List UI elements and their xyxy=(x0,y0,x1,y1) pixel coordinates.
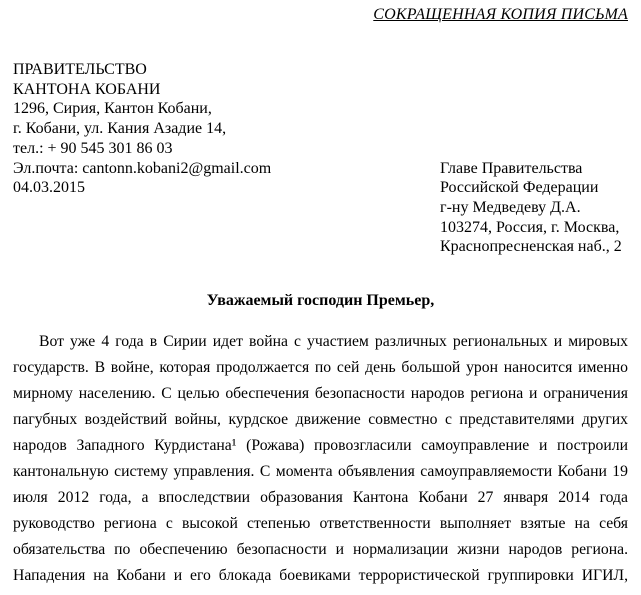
recipient-line: Главе Правительства xyxy=(440,159,583,177)
body-line: июля 2012 года, а впоследствии образования Кантона Кобани 27 января 2014 года xyxy=(13,488,628,506)
sender-line: г. Кобани, ул. Кания Азадие 14, xyxy=(13,120,227,138)
letter-body xyxy=(13,329,628,589)
recipient-line: 103274, Россия, г. Москва, xyxy=(440,218,620,236)
recipient-line: г-ну Медведеву Д.А. xyxy=(440,198,581,216)
recipient-line: Российской Федерации xyxy=(440,179,599,197)
body-line: мирному населению. С целью обеспечения безопасности народов региона и ограничения xyxy=(13,384,628,402)
salutation: Уважаемый господин Премьер, xyxy=(206,291,435,309)
body-line: кантональную систему управления. С момента объявления самоуправляемости Кобани 19 xyxy=(13,462,628,480)
sender-phone: тел.: + 90 545 301 86 03 xyxy=(13,139,173,157)
sender-line: ПРАВИТЕЛЬСТВО xyxy=(13,61,147,78)
sender-line: КАНТОНА КОБАНИ xyxy=(13,80,161,98)
body-line: руководство региона с высокой степенью ответственности выполняет взятые на себя xyxy=(13,514,628,532)
sender-line: 1296, Сирия, Кантон Кобани, xyxy=(13,100,212,118)
recipient-line: Краснопресненская наб., 2 xyxy=(440,238,622,256)
body-line: обязательства по обеспечению безопасности и нормализации жизни народов региона. xyxy=(13,540,628,558)
body-line: пагубных воздействий войны, курдское движение совместно с представителями других xyxy=(13,410,628,428)
document-title xyxy=(13,0,628,24)
body-line: Вот уже 4 года в Сирии идет война с участием различных региональных и мировых xyxy=(39,332,628,350)
letter-header xyxy=(13,60,628,256)
body-line: Нападения на Кобани и его блокада боевиками террористической группировки ИГИЛ, xyxy=(13,566,628,584)
body-line: народов Западного Курдистана¹ (Рожава) провозгласили самоуправление и построили xyxy=(13,436,628,454)
body-line: государств. В войне, которая продолжается по сей день большой урон наносится именно xyxy=(13,358,628,376)
document-title-text: СОКРАЩЕННАЯ КОПИЯ ПИСЬМА xyxy=(373,6,628,23)
recipient-block xyxy=(440,159,622,258)
letter-date: 04.03.2015 xyxy=(13,179,85,197)
sender-email: Эл.почта: cantonn.kobani2@gmail.com xyxy=(13,159,272,177)
